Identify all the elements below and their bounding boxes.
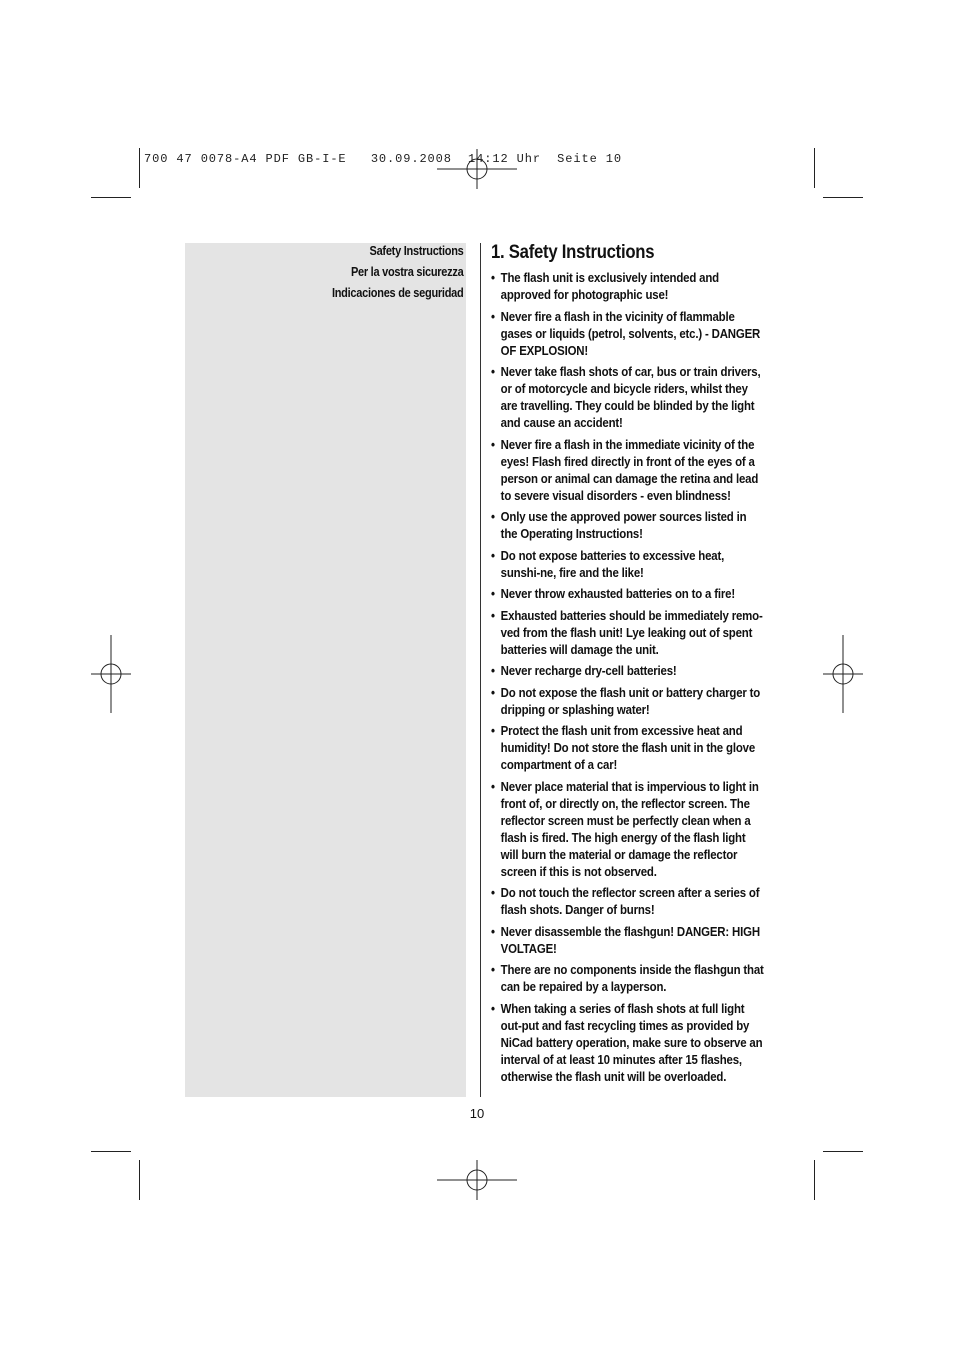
crop-mark-bottom-left-vertical bbox=[139, 1160, 140, 1200]
crop-mark-top-left-horizontal bbox=[91, 197, 131, 198]
list-item-text: Do not expose the flash unit or battery charger to dripping or splashing water! bbox=[500, 684, 761, 717]
sidebar-label-italian: Per la vostra sicurezza bbox=[350, 265, 463, 279]
bullet-icon: • bbox=[491, 923, 495, 939]
bullet-icon: • bbox=[491, 663, 495, 678]
page-number: 10 bbox=[469, 1106, 485, 1121]
sidebar-panel bbox=[185, 243, 466, 1097]
sidebar-label-english: Safety Instructions bbox=[368, 244, 463, 258]
page-title: 1. Safety Instructions bbox=[491, 242, 655, 263]
bullet-icon: • bbox=[491, 436, 495, 452]
list-item bbox=[491, 923, 764, 957]
list-item bbox=[491, 884, 764, 918]
list-item-text: Protect the flash unit from excessive heat and humidity! Do not store the flash unit in the glove compartment of a car! bbox=[500, 723, 756, 772]
list-item-text: Do not touch the reflector screen after a series of flash shots. Danger of burns! bbox=[500, 885, 760, 917]
list-item bbox=[491, 961, 764, 995]
list-item-text: Do not expose batteries to excessive heat, sunshi-ne, fire and the like! bbox=[500, 547, 725, 580]
registration-mark-top-icon bbox=[437, 149, 517, 189]
bullet-icon: • bbox=[491, 547, 495, 563]
list-item bbox=[491, 363, 764, 431]
printer-slug: 700 47 0078-A4 PDF GB-I-E 30.09.2008 14:12 Uhr Seite 10 bbox=[144, 152, 622, 166]
list-item-text: When taking a series of flash shots at full light out-put and fast recycling times as provided by NiCad battery operation, make sure to observe an interval of at least 10 minutes after 15 flashes, otherwise the flash unit will be overloaded. bbox=[500, 1000, 763, 1084]
list-item bbox=[491, 585, 764, 602]
section-labels bbox=[331, 243, 463, 306]
list-item bbox=[491, 607, 764, 658]
crop-mark-top-left-vertical bbox=[139, 148, 140, 188]
crop-mark-bottom-right-horizontal bbox=[823, 1151, 863, 1152]
list-item-text: Only use the approved power sources listed in the Operating Instructions! bbox=[500, 509, 747, 541]
list-item bbox=[491, 722, 764, 773]
sidebar-label-spanish: Indicaciones de seguridad bbox=[331, 286, 463, 300]
list-item bbox=[491, 508, 764, 542]
crop-mark-top-right-vertical bbox=[814, 148, 815, 188]
list-item bbox=[491, 684, 764, 718]
list-item-text: Never throw exhausted batteries on to a fire! bbox=[500, 586, 735, 601]
bullet-icon: • bbox=[491, 885, 495, 900]
registration-mark-left-icon bbox=[91, 635, 131, 713]
list-item-text: Exhausted batteries should be immediately remo-ved from the flash unit! Lye leaking out of spent batteries will damage the unit. bbox=[500, 607, 763, 657]
list-item bbox=[491, 547, 764, 581]
list-item-text: There are no components inside the flashgun that can be repaired by a layperson. bbox=[500, 962, 764, 994]
crop-mark-bottom-left-horizontal bbox=[91, 1151, 131, 1152]
main-content bbox=[491, 241, 764, 1089]
bullet-icon: • bbox=[491, 308, 495, 324]
bullet-icon: • bbox=[491, 684, 495, 700]
list-item bbox=[491, 308, 764, 359]
list-item-text: The flash unit is exclusively intended and approved for photographic use! bbox=[500, 270, 719, 302]
crop-mark-top-right-horizontal bbox=[823, 197, 863, 198]
registration-mark-bottom-icon bbox=[437, 1160, 517, 1200]
list-item bbox=[491, 778, 764, 880]
bullet-icon: • bbox=[491, 778, 495, 794]
bullet-icon: • bbox=[491, 962, 495, 977]
list-item bbox=[491, 1000, 764, 1085]
bullet-icon: • bbox=[491, 364, 495, 379]
column-divider bbox=[480, 243, 481, 1097]
bullet-icon: • bbox=[491, 586, 495, 601]
list-item-text: Never recharge dry-cell batteries! bbox=[500, 663, 677, 678]
crop-mark-bottom-right-vertical bbox=[814, 1160, 815, 1200]
list-item-text: Never fire a flash in the vicinity of flammable gases or liquids (petrol, solvents, etc.) - DANGER OF EXPLOSION! bbox=[500, 308, 761, 358]
safety-instructions-list bbox=[491, 269, 764, 1085]
bullet-icon: • bbox=[491, 607, 495, 623]
list-item-text: Never disassemble the flashgun! DANGER: HIGH VOLTAGE! bbox=[500, 923, 760, 956]
list-item-text: Never place material that is impervious to light in front of, or directly on, the reflector screen. The reflector screen must be perfectly clean when a flash is fired. The high energy of the flash light will burn the material or damage the reflector screen if this is not observed. bbox=[500, 778, 759, 879]
list-item bbox=[491, 662, 764, 679]
bullet-icon: • bbox=[491, 509, 495, 524]
registration-mark-right-icon bbox=[823, 635, 863, 713]
list-item bbox=[491, 436, 764, 504]
list-item-text: Never fire a flash in the immediate vicinity of the eyes! Flash fired directly in front of the eyes of a person or animal can damage the retina and lead to severe visual disorders - even blindness! bbox=[500, 436, 759, 503]
list-item bbox=[491, 269, 764, 303]
list-item-text: Never take flash shots of car, bus or train drivers, or of motorcycle and bicycle riders, whilst they are travelling. They could be blinded by the light and cause an accident! bbox=[500, 364, 761, 430]
bullet-icon: • bbox=[491, 723, 495, 738]
bullet-icon: • bbox=[491, 1000, 495, 1016]
bullet-icon: • bbox=[491, 270, 495, 285]
